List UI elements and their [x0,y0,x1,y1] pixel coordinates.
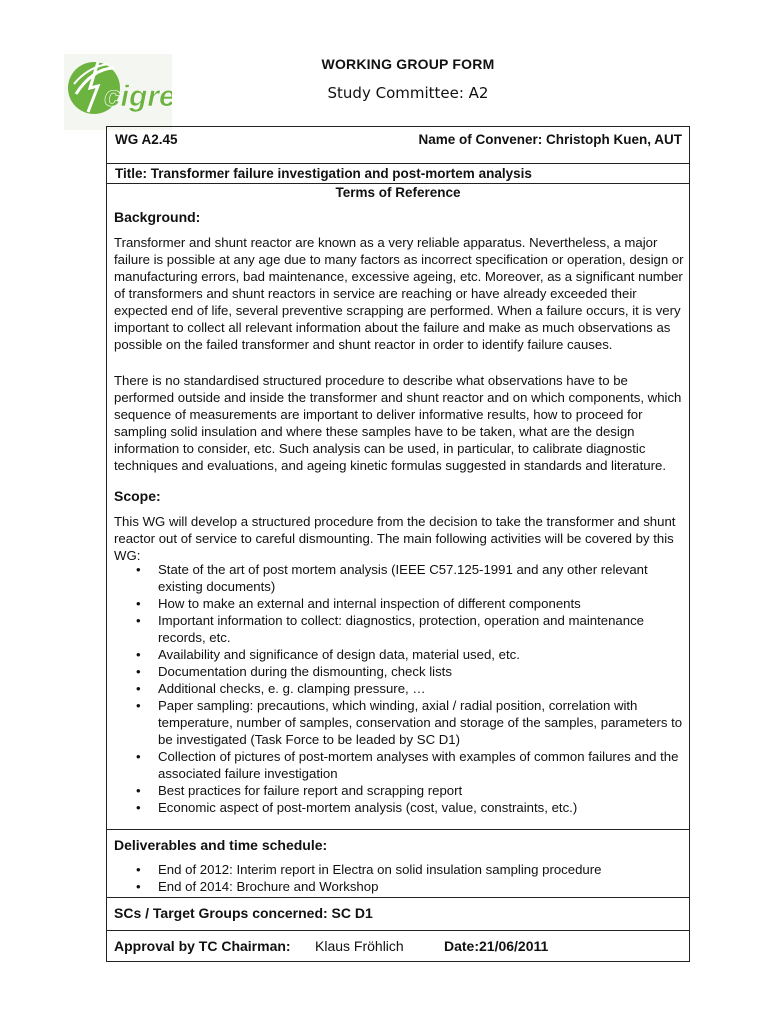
list-item: • Additional checks, e. g. clamping pressure, … [136,681,426,696]
terms-heading: Terms of Reference [335,185,461,200]
deliverables-section [107,829,689,898]
list-item: • How to make an external and internal inspection of different components [136,596,581,611]
list-item: • End of 2014: Brochure and Workshop [136,879,379,894]
svg-text:cigre: cigre [104,80,172,113]
background-para-2: There is no standardised structured procedure to describe what observations have to be performed outside and inside the transformer and shunt reactor and on which components, which sequence of measurements are important to deliver informative results, how to proceed for sampling solid insulation and where these samples have to be taken, what are the design information to consider, etc. Such analysis can be used, in particular, to calibrate diagnostic techniques and evaluations, and ageing kinetic formulas suggested in standards and literature. [114,373,682,473]
scope-heading: Scope: [114,488,161,504]
cigre-logo [64,54,172,130]
wg-row [107,127,689,164]
convener: Name of Convener: Christoph Kuen, AUT [418,132,682,147]
list-item: • Documentation during the dismounting, check lists [136,664,452,679]
target-groups: SCs / Target Groups concerned: SC D1 [114,905,373,921]
wg-code: WG A2.45 [115,132,178,147]
list-item: • Availability and significance of design data, material used, etc. [136,647,520,662]
approval-date: Date:21/06/2011 [444,938,549,954]
wg-title: Title: Transformer failure investigation and post-mortem analysis [115,166,532,181]
list-item: • Collection of pictures of post-mortem analyses with examples of common failures and the associated failure investigation [136,749,679,781]
background-para-1: Transformer and shunt reactor are known as a very reliable apparatus. Nevertheless, a major failure is possible at any age due to many factors as incorrect specification or operation, design or manufacturing errors, bad maintenance, excessive ageing, etc. Moreover, as a significant number of transformers and shunt reactors in service are reaching or have already exceeded their expected end of life, several preventive scrapping are performed. When a failure occurs, it is very important to collect all relevant information about the failure and make as much observations as possible on the failed transformer and shunt reactor in order to identify failure causes. [114,235,684,352]
list-item: • Economic aspect of post-mortem analysis (cost, value, constraints, etc.) [136,800,578,815]
form-frame [106,126,690,962]
list-item: • State of the art of post mortem analysis (IEEE C57.125-1991 and any other relevant existing documents) [136,562,648,594]
list-item: • End of 2012: Interim report in Electra on solid insulation sampling procedure [136,862,602,877]
approval-label: Approval by TC Chairman: [114,938,291,954]
form-title: WORKING GROUP FORM [321,56,495,72]
list-item: • Best practices for failure report and scrapping report [136,783,463,798]
list-item: • Paper sampling: precautions, which winding, axial / radial position, correlation with temperature, number of samples, conservation and storage of the samples, parameters to be investigated (Task Force to be leaded by SC D1) [136,698,683,747]
background-heading: Background: [114,209,201,225]
targets-row [107,897,689,931]
list-item: • Important information to collect: diagnostics, protection, operation and maintenance records, etc. [136,613,645,645]
approver-name: Klaus Fröhlich [315,938,404,954]
deliverables-list [107,861,691,895]
title-row [107,163,689,184]
main-section [107,183,689,830]
scope-intro: This WG will develop a structured procedure from the decision to take the transformer and shunt reactor out of service to careful dismounting. The main following activities will be covered by this WG: [114,514,676,563]
study-committee: Study Committee: A2 [327,84,489,102]
approval-row [107,930,689,961]
scope-list [107,561,691,816]
deliverables-heading: Deliverables and time schedule: [114,837,328,853]
